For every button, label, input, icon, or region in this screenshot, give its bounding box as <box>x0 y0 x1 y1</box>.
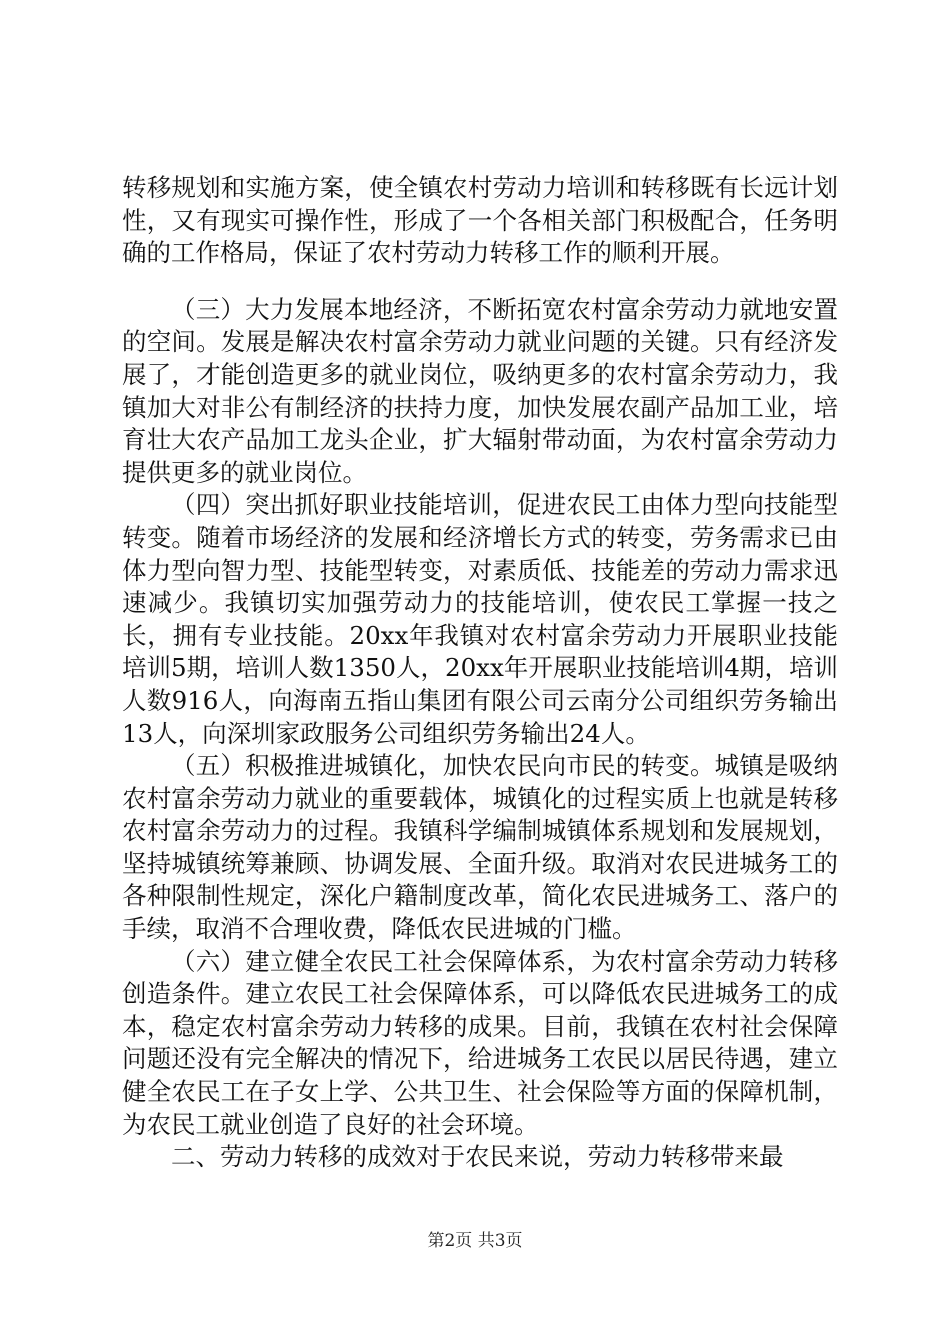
paragraph-section-4: （四）突出抓好职业技能培训，促进农民工由体力型向技能型转变。随着市场经济的发展和经济增长方式的转变，劳务需求已由体力型向智力型、技能型转变，对素质低、技能差的劳动力需求迅速减少。我镇切实加强劳动力的技能培训，使农民工掌握一技之长，拥有专业技能。20xx年我镇对农村富余劳动力开展职业技能培训5期，培训人数1350人，20xx年开展职业技能培训4期，培训人数916人，向海南五指山集团有限公司云南分公司组织劳务输出13人，向深圳家政服务公司组织劳务输出24人。 <box>122 490 838 748</box>
paragraph-part-2-heading: 二、劳动力转移的成效对于农民来说，劳动力转移带来最 <box>171 1142 784 1172</box>
paragraph-continuation: 转移规划和实施方案，使全镇农村劳动力培训和转移既有长远计划性，又有现实可操作性，形成了一个各相关部门积极配合，任务明确的工作格局，保证了农村劳动力转移工作的顺利开展。 <box>122 173 838 268</box>
document-body <box>122 172 838 1174</box>
paragraph-section-6: （六）建立健全农民工社会保障体系，为农村富余劳动力转移创造条件。建立农民工社会保障体系，可以降低农民进城务工的成本，稳定农村富余劳动力转移的成果。目前，我镇在农村社会保障问题还没有完全解决的情况下，给进城务工农民以居民待遇，建立健全农民工在子女上学、公共卫生、社会保险等方面的保障机制，为农民工就业创造了良好的社会环境。 <box>122 946 838 1139</box>
paragraph-section-5: （五）积极推进城镇化，加快农民向市民的转变。城镇是吸纳农村富余劳动力就业的重要载体，城镇化的过程实质上也就是转移农村富余劳动力的过程。我镇科学编制城镇体系规划和发展规划，坚持城镇统筹兼顾、协调发展、全面升级。取消对农民进城务工的各种限制性规定，深化户籍制度改革，简化农民进城务工、落户的手续，取消不合理收费，降低农民进城的门槛。 <box>122 751 838 944</box>
page-number-footer: 第2页 共3页 <box>427 1231 523 1251</box>
paragraph-section-3: （三）大力发展本地经济，不断拓宽农村富余劳动力就地安置的空间。发展是解决农村富余劳动力就业问题的关键。只有经济发展了，才能创造更多的就业岗位，吸纳更多的农村富余劳动力，我镇加大对非公有制经济的扶持力度，加快发展农副产品加工业，培育壮大农产品加工龙头企业，扩大辐射带动面，为农村富余劳动力提供更多的就业岗位。 <box>122 294 838 487</box>
